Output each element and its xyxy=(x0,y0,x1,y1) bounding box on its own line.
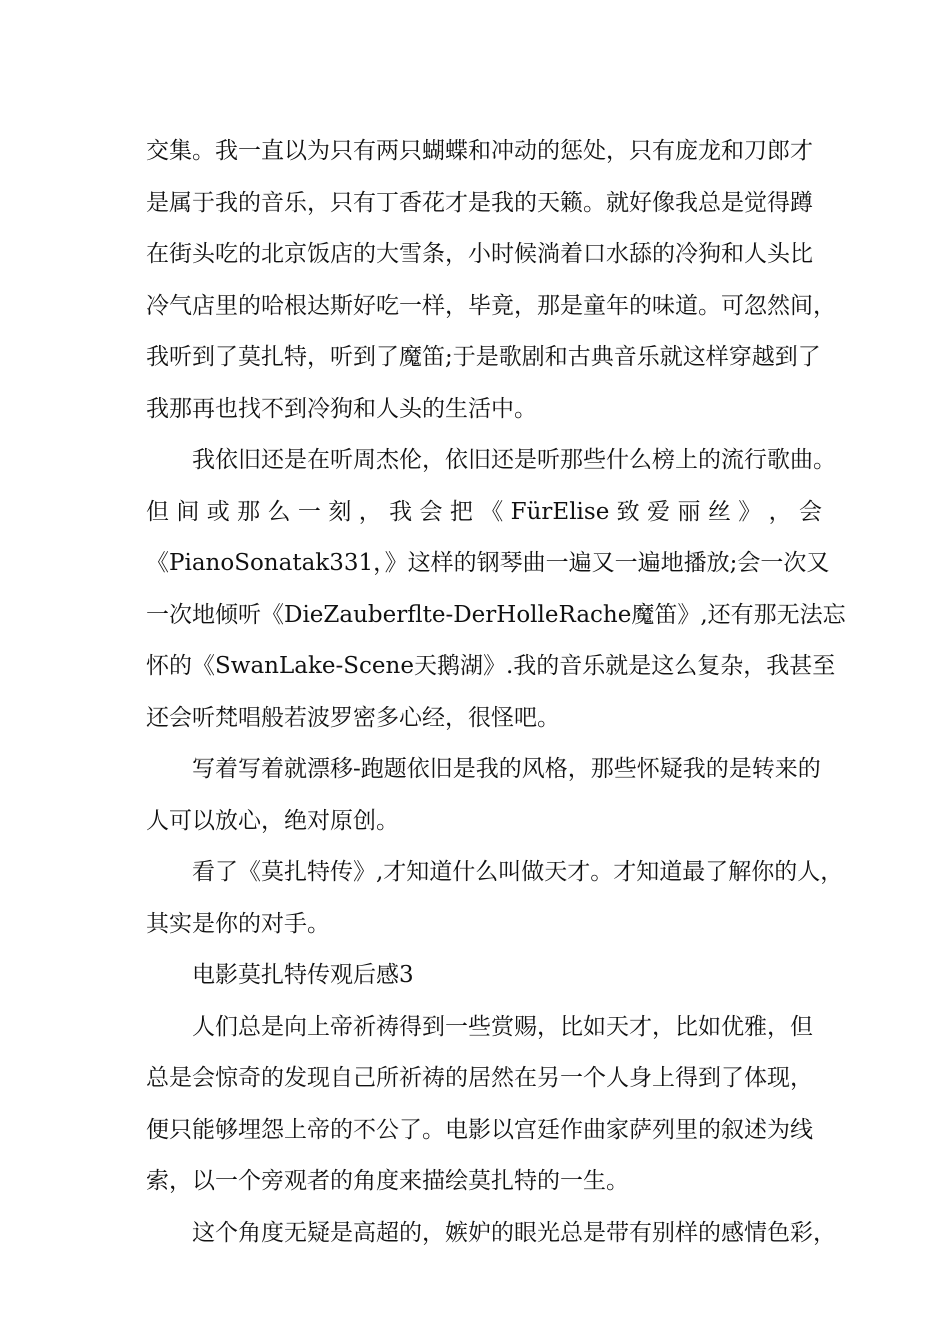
text-line-21: 索，以一个旁观者的角度来描绘莫扎特的一生。 xyxy=(146,1168,629,1194)
text-line-6: 我那再也找不到冷狗和人头的生活中。 xyxy=(146,395,537,422)
text-line-15: 看了《莫扎特传》,才知道什么叫做天才。才知道最了解你的人， xyxy=(192,859,844,885)
text-line-10: 一次地倾听《DieZauberflte-DerHolleRache魔笛》,还有那无法忘 xyxy=(146,601,846,628)
text-line-8: 但 间 或 那 么 一 刻 ， 我 会 把 《 FürElise 致 爱 丽 丝 》 ， 会 xyxy=(146,498,822,525)
text-line-22: 这个角度无疑是高超的，嫉妒的眼光总是带有别样的感情色彩， xyxy=(192,1219,836,1246)
text-line-4: 冷气店里的哈根达斯好吃一样，毕竟，那是童年的味道。可忽然间， xyxy=(146,292,836,319)
text-line-11: 怀的《SwanLake-Scene天鹅湖》.我的音乐就是这么复杂，我甚至 xyxy=(146,653,836,679)
text-line-9: 《PianoSonatak331，》这样的钢琴曲一遍又一遍地播放;会一次又 xyxy=(146,550,830,576)
text-line-19: 总是会惊奇的发现自己所祈祷的居然在另一个人身上得到了体现， xyxy=(146,1065,813,1091)
text-line-13: 写着写着就漂移-跑题依旧是我的风格，那些怀疑我的是转来的 xyxy=(192,756,821,782)
text-line-20: 便只能够埋怨上帝的不公了。电影以宫廷作曲家萨列里的叙述为线 xyxy=(146,1116,813,1143)
document-body xyxy=(146,126,846,1259)
text-line-18: 人们总是向上帝祈祷得到一些赏赐，比如天才，比如优雅，但 xyxy=(192,1013,813,1040)
text-line-12: 还会听梵唱般若波罗密多心经，很怪吧。 xyxy=(146,704,560,731)
text-line-7: 我依旧还是在听周杰伦，依旧还是听那些什么榜上的流行歌曲。 xyxy=(192,447,836,473)
text-line-1: 交集。我一直以为只有两只蝴蝶和冲动的惩处，只有庞龙和刀郎才 xyxy=(146,138,813,164)
text-line-14: 人可以放心，绝对原创。 xyxy=(146,807,399,834)
text-line-3: 在街头吃的北京饭店的大雪条，小时候淌着口水舔的冷狗和人头比 xyxy=(146,241,813,267)
section-heading: 电影莫扎特传观后感3 xyxy=(192,962,414,988)
text-line-5: 我听到了莫扎特，听到了魔笛;于是歌剧和古典音乐就这样穿越到了 xyxy=(146,344,821,370)
text-line-2: 是属于我的音乐，只有丁香花才是我的天籁。就好像我总是觉得蹲 xyxy=(146,189,813,216)
text-line-16: 其实是你的对手。 xyxy=(146,910,330,937)
